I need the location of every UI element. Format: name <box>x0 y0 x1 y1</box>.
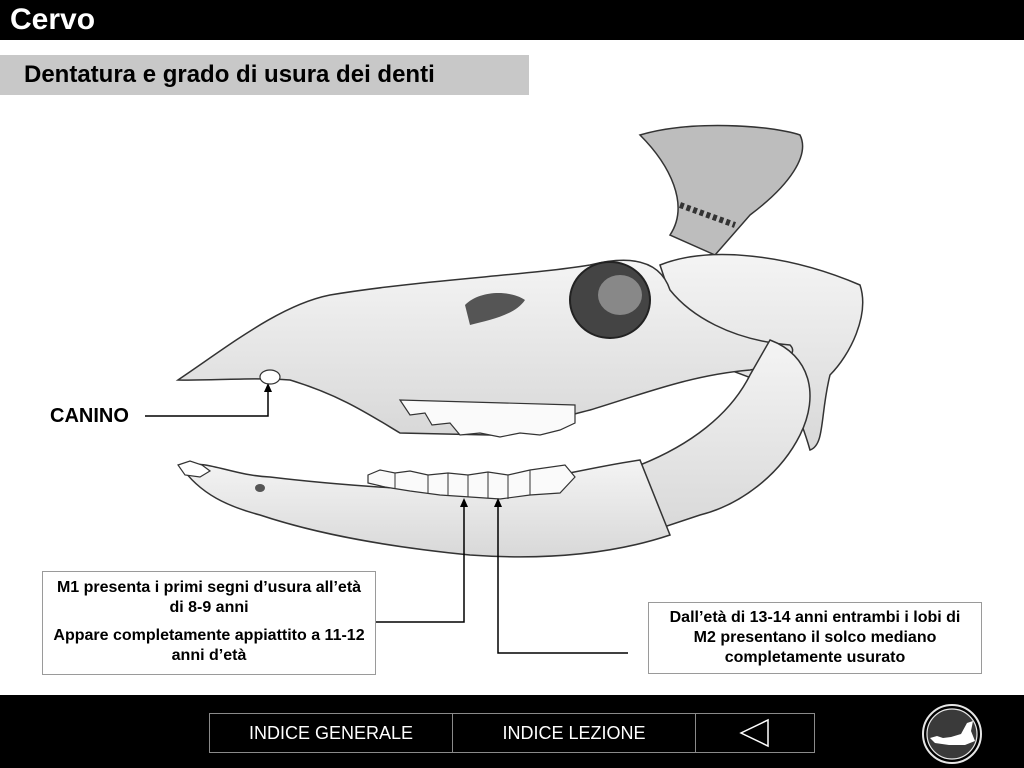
jaw-logo-icon[interactable] <box>921 703 983 765</box>
canine-label: CANINO <box>50 405 129 427</box>
page-title: Cervo <box>10 3 96 36</box>
title-bar <box>0 0 1024 40</box>
section-subtitle: Dentatura e grado di usura dei denti <box>0 55 529 95</box>
m1-callout-text-2: Appare completamente appiattito a 11-12 anni d’età <box>53 627 365 664</box>
back-button[interactable] <box>696 714 814 752</box>
triangle-left-icon <box>738 718 772 748</box>
indice-generale-button[interactable]: INDICE GENERALE <box>210 714 453 752</box>
m1-callout-text-1: M1 presenta i primi segni d’usura all’età di 8-9 anni <box>56 579 362 616</box>
m2-callout: Dall’età di 13-14 anni entrambi i lobi di M2 presentano il solco mediano completamente usurato <box>648 602 982 674</box>
deer-skull-illustration <box>170 115 870 575</box>
navigation-group <box>209 713 815 753</box>
indice-lezione-button[interactable]: INDICE LEZIONE <box>453 714 696 752</box>
m1-callout <box>42 571 376 675</box>
